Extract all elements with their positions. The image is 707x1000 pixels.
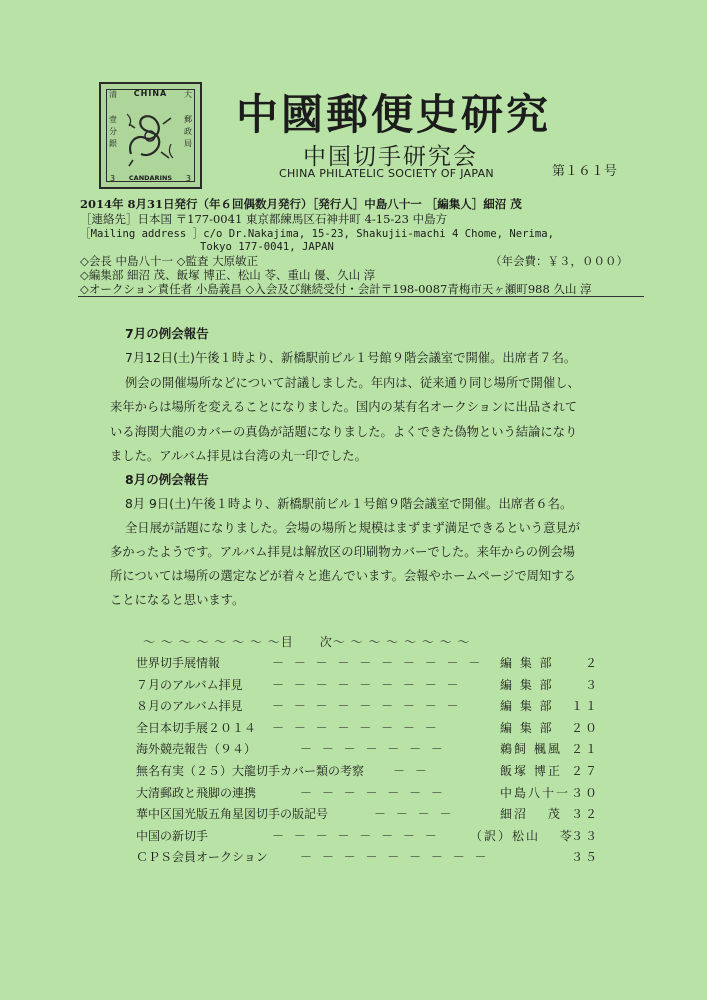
issue-number: 第１６１号 [552,164,618,179]
article-line: いる海関大龍のカバーの真偽が話題になりました。よくできた偽物という結論になり [110,425,578,439]
toc-entry-author: 編 集 部 [500,656,554,670]
article-line: 多かったようです。アルバム拝見は解放区の印刷物カバーでした。来年からの例会場 [110,545,575,559]
toc-entry-page: １１ [570,699,599,714]
stamp-bottom-text: CANDARINS [128,174,173,182]
toc-entry-author: 中島八十一 [500,785,571,800]
july-meeting-heading: 7月の例会報告 [125,326,209,341]
toc-entry-author: 編 集 部 [500,677,554,692]
annual-fee: （年会費：￥３，０００） [490,254,628,268]
dragon-stamp-image [99,82,202,189]
toc-entry[interactable] [0,805,707,823]
toc-leader-dashes: － － － － － － － [300,785,446,800]
article-line: ました。アルバム拝見は台湾の丸一印でした。 [110,449,367,463]
toc-entry-title: 全日本切手展２０１４ [136,720,257,735]
stamp-corner-bl: 3 [110,174,116,183]
toc-entry-author: 編 集 部 [500,720,554,735]
mailing-address: ［Mailing address ］c/o Dr.Nakajima, 15-23, Shakujii-machi 4 Chome, Nerima, [80,228,555,240]
stamp-corner-tr: 大 [184,90,192,99]
stamp-side-right: 郵政局 [184,115,192,148]
contact-address: ［連絡先］日本国 〒177-0041 東京都練馬区石神井町 4-15-23 中島方 [80,212,448,226]
toc-entry[interactable] [0,654,707,672]
auction-and-membership: ◇オークション責任者 小島義昌 ◇入会及び継続受付・会計〒198-0087青梅市天ヶ瀬町988 久山 淳 [80,282,592,296]
toc-entry-page: ３２ [570,807,599,822]
toc-entry-page: ３０ [570,785,599,800]
article-line: 例会の開催場所などについて討議しました。年内は、従来通り同じ場所で開催し、 [125,376,580,390]
toc-leader-dashes: － － － － － － － － － [272,699,462,714]
stamp-top-text: CHINA [133,89,168,98]
header-divider [78,296,644,297]
toc-leader-dashes: － － － － [374,807,455,822]
journal-title: 中國郵便史研究 [236,90,552,139]
toc-leader-dashes: － － [393,764,430,778]
dragon-icon [123,104,178,169]
article-line: 所については場所の選定などが着々と進んでいます。会報やホームページで周知する [110,569,576,583]
article-line: 全日展が話題になりました。会場の場所と規模はまずまず満足できるという意見が [125,521,580,535]
editorial-staff: ◇編集部 細沼 茂、飯塚 博正、松山 苓、重山 優、久山 淳 [80,268,376,282]
toc-entry[interactable] [0,762,707,780]
toc-entry-title: 中国の新切手 [136,828,209,843]
article-line: 7月12日(土)午後１時より、新橋駅前ビル１号館９階会議室で開催。出席者７名。 [125,351,577,365]
toc-entry[interactable] [0,740,707,758]
toc-entry-author: 鵜飼 楓風 [500,742,562,757]
toc-entry-title: 海外競売報告（９４） [136,742,257,757]
toc-entry[interactable] [0,848,707,866]
toc-entry-author: 飯塚 博正 [500,764,562,778]
toc-leader-dashes: － － － － － － － － [272,720,440,735]
toc-leader-dashes: － － － － － － － － [272,828,440,843]
toc-entry-title: ８月のアルバム拝見 [136,699,243,714]
mailing-address-city: Tokyo 177-0041, JAPAN [200,241,334,253]
toc-entry-page: ２０ [570,720,599,735]
toc-entry-page: ３５ [570,850,599,865]
toc-entry-title: ＣＰＳ会員オークション [136,850,268,865]
society-name-english: CHINA PHILATELIC SOCIETY OF JAPAN [279,167,494,180]
toc-entry[interactable] [0,697,707,715]
toc-entry-page: ２１ [570,742,599,757]
toc-entry-title: 無名有実（２５）大龍切手カバー類の考察 [136,764,365,778]
toc-entry-title: 世界切手展情報 [136,656,221,670]
article-line: ことになると思います。 [110,593,245,607]
toc-heading: ～ ～ ～ ～ ～ ～ ～ ～目 次～ ～ ～ ～ ～ ～ ～ ～ [143,635,471,649]
toc-entry-author: 細沼 茂 [500,807,562,822]
toc-entry[interactable] [0,676,707,694]
article-line: 来年からは場所を変えることになりました。国内の某有名オークションに出品されて [110,400,578,414]
toc-entry-title: 大清郵政と飛脚の連携 [136,785,257,800]
toc-entry[interactable] [0,784,707,802]
toc-leader-dashes: － － － － － － － [300,742,446,757]
toc-entry-author: 編 集 部 [500,699,554,714]
toc-entry-page: ３ [584,677,599,692]
toc-entry-page: ３３ [570,828,599,843]
august-meeting-heading: 8月の例会報告 [125,472,209,487]
article-line: 8月 9日(土)午後１時より、新橋駅前ビル１号館９階会議室で開催。出席者６名。 [125,497,573,511]
toc-entry-page: ２７ [570,764,599,778]
toc-leader-dashes: － － － － － － － － － [300,850,490,865]
toc-leader-dashes: － － － － － － － － － [272,677,462,692]
toc-entry[interactable] [0,827,707,845]
toc-entry-title: 華中区国光版五角星図切手の版記号 [136,807,329,822]
toc-entry-page: ２ [584,656,599,670]
stamp-corner-br: 3 [185,174,191,183]
officers-line: ◇会長 中島八十一 ◇監査 大原敏正 [80,254,259,268]
stamp-corner-tl: 清 [109,90,117,99]
stamp-side-left: 壹分銀 [109,115,117,148]
publication-info: 2014年 8月31日発行（年６回偶数月発行）［発行人］中島八十一 ［編集人］細沼 茂 [80,197,522,211]
toc-entry-author: （訳）松山 苓 [470,828,574,843]
toc-entry[interactable] [0,719,707,737]
toc-entry-title: ７月のアルバム拝見 [136,677,243,692]
society-name: 中国切手研究会 [303,144,478,170]
toc-leader-dashes: － － － － － － － － － － [272,656,484,670]
